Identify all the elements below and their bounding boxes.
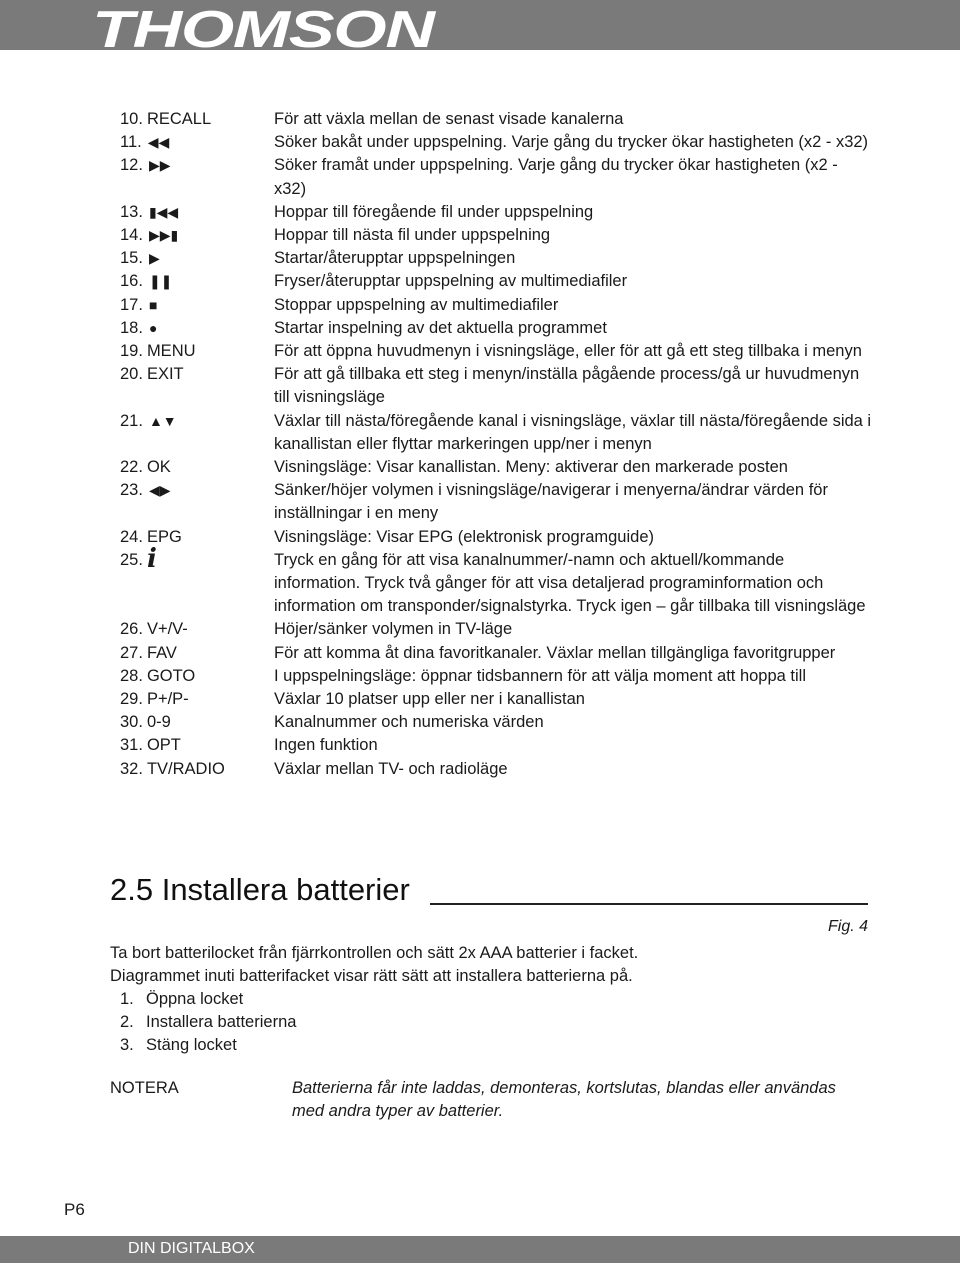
key-number: 29. <box>120 690 143 709</box>
key-row <box>120 618 880 641</box>
steps-list <box>120 988 296 1058</box>
key-name: OPT <box>146 736 181 755</box>
key-symbol-icon: ◀▶ <box>148 482 171 499</box>
key-label <box>120 201 270 224</box>
key-label <box>120 108 270 131</box>
key-description: Höjer/sänker volymen in TV-läge <box>274 620 513 639</box>
instruction-line-1: Ta bort batterilocket från fjärrkontrollen och sätt 2x AAA batterier i facket. <box>110 944 639 962</box>
key-name: EXIT <box>146 365 184 384</box>
key-label <box>120 711 270 734</box>
key-name: EPG <box>146 527 182 546</box>
key-symbol-icon: ❚❚ <box>148 273 173 290</box>
key-name: RECALL <box>146 110 212 128</box>
info-icon: i <box>146 543 157 574</box>
key-row <box>120 317 880 340</box>
key-description: Ingen funktion <box>274 736 378 755</box>
key-number: 23. <box>120 481 143 500</box>
key-name: MENU <box>146 342 196 361</box>
key-row <box>120 665 880 688</box>
key-row <box>120 270 880 293</box>
instruction-line-2: Diagrammet inuti batterifacket visar rätt sätt att installera batterierna på. <box>110 967 633 986</box>
key-description: Söker framåt under uppspelning. Varje gång du trycker ökar hastigheten (x2 - x32) <box>274 156 838 198</box>
page-number: P6 <box>64 1200 85 1219</box>
key-symbol-icon: ▶▶▮ <box>148 227 179 244</box>
key-description: Kanalnummer och numeriska värden <box>274 713 544 732</box>
key-description: I uppspelningsläge: öppnar tidsbannern för att välja moment att hoppa till <box>274 666 807 685</box>
key-row <box>120 154 880 200</box>
key-description: Hoppar till nästa fil under uppspelning <box>274 226 551 245</box>
key-row <box>120 479 880 525</box>
step-item <box>120 1034 296 1057</box>
key-number: 16. <box>120 272 143 291</box>
key-description: Tryck en gång för att visa kanalnummer/-namn och aktuell/kommande information. Tryck två gånger för att visa detaljerad programinformation och information om transponder/signalstyrka. Tryck igen – går tillbaka till visningsläge <box>274 550 866 616</box>
section-title: 2.5 Installera batterier <box>110 872 410 907</box>
key-number: 15. <box>120 249 143 268</box>
key-number: 30. <box>120 713 143 732</box>
section-rule <box>430 903 868 905</box>
key-description: Visningsläge: Visar EPG (elektronisk programguide) <box>274 527 654 546</box>
key-row <box>120 131 880 154</box>
key-description: Söker bakåt under uppspelning. Varje gång du trycker ökar hastigheten (x2 - x32) <box>274 133 869 152</box>
key-number: 20. <box>120 365 143 384</box>
key-description: Växlar mellan TV- och radioläge <box>274 759 508 778</box>
key-label <box>120 479 270 502</box>
key-symbol-icon: ▮◀◀ <box>148 203 179 220</box>
key-number: 32. <box>120 759 143 778</box>
key-number: 31. <box>120 736 143 755</box>
key-label <box>120 642 270 665</box>
key-row <box>120 410 880 456</box>
step-number: 3. <box>120 1036 134 1055</box>
key-description: Startar/återupptar uppspelningen <box>274 249 516 268</box>
key-number: 13. <box>120 202 143 221</box>
key-number: 11. <box>120 133 142 152</box>
key-row <box>120 340 880 363</box>
key-row <box>120 688 880 711</box>
step-text: Installera batterierna <box>146 1013 297 1032</box>
key-description: Startar inspelning av det aktuella programmet <box>274 318 607 337</box>
key-number: 24. <box>120 527 143 546</box>
key-name: P+/P- <box>146 690 189 709</box>
key-label <box>120 247 270 270</box>
key-row <box>120 642 880 665</box>
key-label <box>120 224 270 247</box>
key-label <box>120 270 270 293</box>
key-symbol-icon: ● <box>148 319 158 336</box>
key-row <box>120 526 880 549</box>
key-number: 12. <box>120 156 143 175</box>
step-number: 2. <box>120 1013 134 1032</box>
step-item <box>120 988 296 1011</box>
key-label <box>120 618 270 641</box>
key-number: 18. <box>120 318 143 337</box>
key-label <box>120 340 270 363</box>
key-description: För att komma åt dina favoritkanaler. Växlar mellan tillgängliga favoritgrupper <box>274 643 836 662</box>
key-symbol-icon: ▶ <box>148 250 160 267</box>
key-number: 22. <box>120 458 143 477</box>
key-label <box>120 410 270 433</box>
key-description: Sänker/höjer volymen i visningsläge/navigerar i menyerna/ändrar värden för inställningar i en meny <box>274 481 828 523</box>
step-text: Öppna locket <box>146 990 244 1008</box>
key-row <box>120 108 880 131</box>
key-row <box>120 224 880 247</box>
key-name: GOTO <box>146 666 196 685</box>
key-number: 28. <box>120 666 143 685</box>
key-row <box>120 363 880 409</box>
key-row <box>120 201 880 224</box>
key-name: OK <box>146 458 171 477</box>
key-label <box>120 363 270 386</box>
key-symbol-icon: ■ <box>148 296 158 313</box>
key-row <box>120 247 880 270</box>
step-text: Stäng locket <box>146 1036 237 1055</box>
key-number: 21. <box>120 411 143 430</box>
key-description: Hoppar till föregående fil under uppspelning <box>274 202 594 221</box>
key-label <box>120 131 270 154</box>
key-number: 25. <box>120 550 143 569</box>
key-row <box>120 543 880 619</box>
key-name: TV/RADIO <box>146 759 225 778</box>
key-description: För att växla mellan de senast visade kanalerna <box>274 110 624 128</box>
key-row <box>120 758 880 781</box>
key-description: Stoppar uppspelning av multimediafiler <box>274 295 559 314</box>
key-description: Visningsläge: Visar kanallistan. Meny: aktiverar den markerade posten <box>274 458 788 477</box>
key-label <box>120 526 270 549</box>
key-label <box>120 543 270 574</box>
figure-label: Fig. 4 <box>827 918 868 935</box>
key-label <box>120 154 270 177</box>
key-name: 0-9 <box>146 713 171 732</box>
key-name: FAV <box>146 643 177 662</box>
key-label <box>120 294 270 317</box>
footer-title: DIN DIGITALBOX <box>128 1240 255 1257</box>
key-number: 10. <box>120 110 143 128</box>
key-symbol-icon: ▲▼ <box>148 412 177 429</box>
key-row <box>120 734 880 757</box>
key-description: För att öppna huvudmenyn i visningsläge, eller för att gå ett steg tillbaka i menyn <box>274 342 862 361</box>
step-number: 1. <box>120 990 134 1008</box>
key-label <box>120 758 270 781</box>
note-label: NOTERA <box>110 1079 179 1097</box>
key-number: 19. <box>120 342 143 361</box>
note-text: Batterierna får inte laddas, demonteras, kortslutas, blandas eller användas med andra typer av batterier. <box>292 1079 836 1120</box>
brand-logo: THOMSON <box>92 1 434 59</box>
key-row <box>120 456 880 479</box>
key-label <box>120 317 270 340</box>
key-label <box>120 734 270 757</box>
remote-key-list <box>120 108 880 781</box>
instructions <box>110 942 870 988</box>
step-item <box>120 1011 296 1034</box>
key-label <box>120 456 270 479</box>
key-description: Växlar till nästa/föregående kanal i visningsläge, växlar till nästa/föregående sida i kanallistan eller flyttar markeringen upp/ner i menyn <box>274 411 872 453</box>
key-label <box>120 665 270 688</box>
key-number: 26. <box>120 620 143 639</box>
key-symbol-icon: ▶▶ <box>148 157 171 174</box>
key-name: V+/V- <box>146 620 188 639</box>
key-description: Växlar 10 platser upp eller ner i kanallistan <box>274 690 585 709</box>
key-description: Fryser/återupptar uppspelning av multimediafiler <box>274 272 628 291</box>
key-label <box>120 688 270 711</box>
key-number: 17. <box>120 295 143 314</box>
key-symbol-icon: ◀◀ <box>147 134 170 151</box>
key-row <box>120 711 880 734</box>
key-description: För att gå tillbaka ett steg i menyn/inställa pågående process/gå ur huvudmenyn till visningsläge <box>274 365 860 407</box>
key-row <box>120 294 880 317</box>
key-number: 14. <box>120 226 143 245</box>
key-number: 27. <box>120 643 143 662</box>
